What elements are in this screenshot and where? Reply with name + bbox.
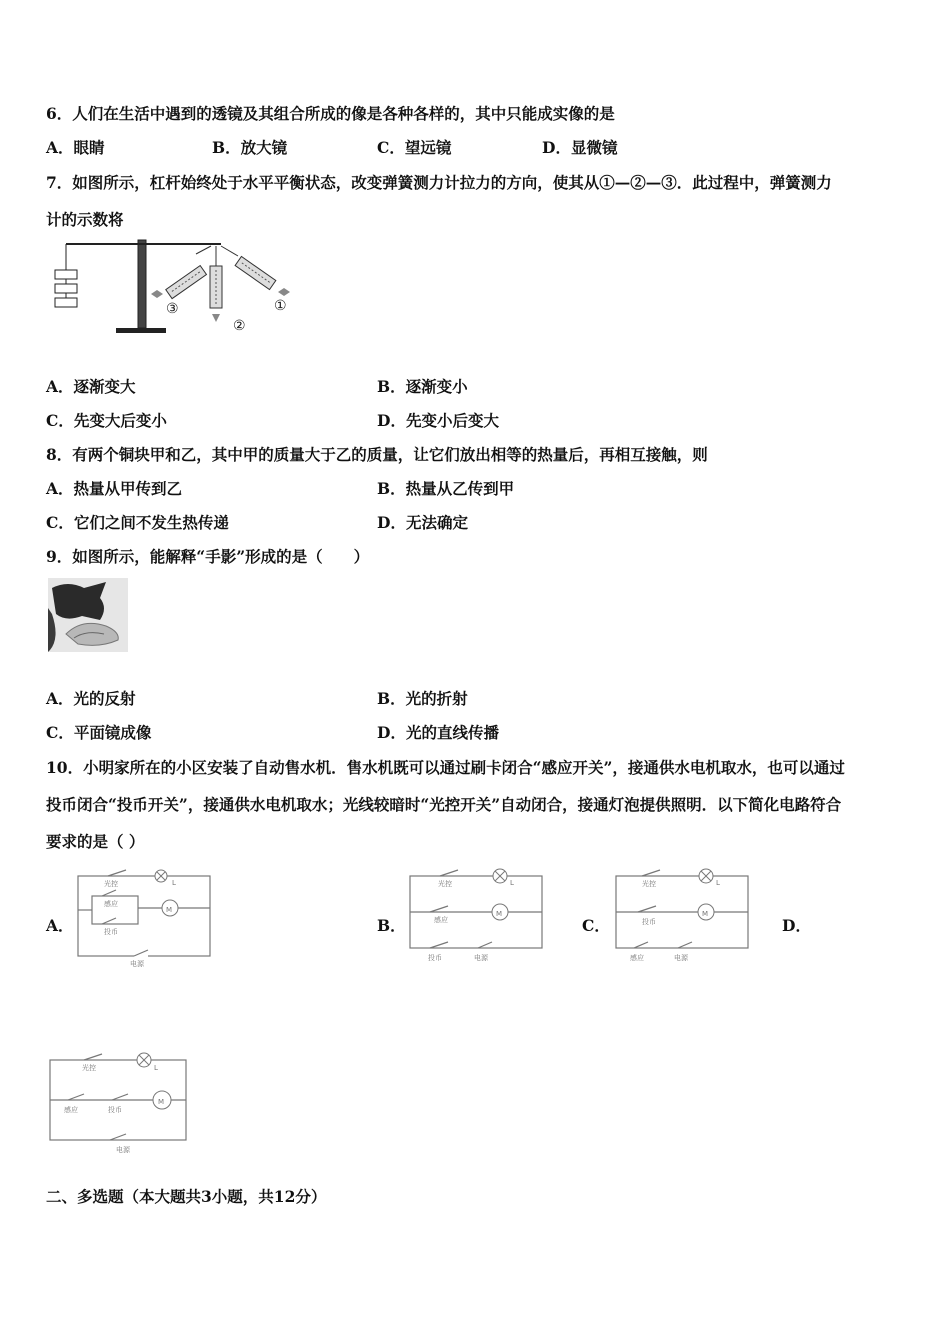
q10-option-c-label: C． [582,916,610,935]
sense-switch-label: 感应 [630,954,644,962]
lamp-icon [493,869,507,883]
power-label: 电源 [116,1146,130,1154]
power-label: 电源 [674,954,688,962]
q10-circuit-b [406,868,546,970]
q10-option-a-label: A． [46,916,74,935]
q7-label-2: ② [233,318,246,334]
q7-lever-figure [46,232,301,342]
coin-switch-label: 投币 [108,1106,122,1114]
motor-label: M [166,906,173,914]
light-switch-label: 光控 [104,880,118,888]
lamp-icon [699,869,713,883]
q7-option-b: B．逐渐变小 [377,377,468,396]
q7-option-c: C．先变大后变小 [46,411,167,430]
motor-label: M [702,910,709,918]
q7-label-1: ① [274,298,287,314]
q8-option-d: D．无法确定 [377,513,468,532]
light-switch-label: 光控 [642,880,656,888]
q6-option-b: B．放大镜 [212,138,288,157]
q9-option-b: B．光的折射 [377,689,468,708]
coin-switch-label: 投币 [104,928,118,936]
lamp-icon [137,1053,151,1067]
coin-switch-label: 投币 [428,954,442,962]
q6-option-c: C．望远镜 [377,138,452,157]
q7-option-a: A．逐渐变大 [46,377,136,396]
q6-option-a: A．眼睛 [46,138,105,157]
q10-circuit-a [74,868,214,970]
q9-option-c: C．平面镜成像 [46,723,152,742]
q10-option-b-label: B． [377,916,406,935]
lamp-label: L [154,1064,158,1072]
q8-option-b: B．热量从乙传到甲 [377,479,515,498]
q7-label-3: ③ [166,301,179,317]
lamp-label: L [172,879,176,887]
motor-label: M [158,1098,165,1106]
q9-option-d: D．光的直线传播 [377,723,499,742]
power-label: 电源 [130,960,144,968]
q9-hand-shadow-photo [48,578,128,652]
power-label: 电源 [474,954,488,962]
q8-option-c: C．它们之间不发生热传递 [46,513,229,532]
q10-circuit-c [612,868,752,970]
q7-stem-line2: 计的示数将 [46,210,124,229]
q10-stem-line3: 要求的是（ ） [46,832,145,851]
sense-switch-label: 感应 [64,1106,78,1114]
q8-stem: 8．有两个铜块甲和乙，其中甲的质量大于乙的质量，让它们放出相等的热量后，再相互接触，则 [46,445,708,464]
q10-stem-line2: 投币闭合“投币开关”，接通供水电机取水；光线较暗时“光控开关”自动闭合，接通灯泡提供照明．以下简化电路符合 [46,795,842,814]
light-switch-label: 光控 [82,1064,96,1072]
sense-switch-label: 感应 [104,900,118,908]
q8-option-a: A．热量从甲传到乙 [46,479,183,498]
motor-label: M [496,910,503,918]
lamp-label: L [716,879,720,887]
coin-switch-label: 投币 [642,918,656,926]
q10-circuit-d [46,1050,191,1156]
lamp-icon [155,870,167,882]
lamp-label: L [510,879,514,887]
light-switch-label: 光控 [438,880,452,888]
section2-title: 二、多选题（本大题共3小题，共12分） [46,1187,327,1206]
sense-switch-label: 感应 [434,916,448,924]
q9-option-a: A．光的反射 [46,689,136,708]
q10-option-d-label: D． [782,916,811,935]
q10-stem-line1: 10．小明家所在的小区安装了自动售水机．售水机既可以通过刷卡闭合“感应开关”，接通供水电机取水，也可以通过 [46,758,845,777]
q6-option-d: D．显微镜 [542,138,618,157]
q9-stem: 9．如图所示，能解释“手影”形成的是（ ） [46,547,370,566]
q7-option-d: D．先变小后变大 [377,411,499,430]
q6-stem: 6．人们在生活中遇到的透镜及其组合所成的像是各种各样的，其中只能成实像的是 [46,104,615,123]
q7-stem-line1: 7．如图所示，杠杆始终处于水平平衡状态，改变弹簧测力计拉力的方向，使其从①—②—③．此过程中，弹簧测力 [46,173,832,192]
